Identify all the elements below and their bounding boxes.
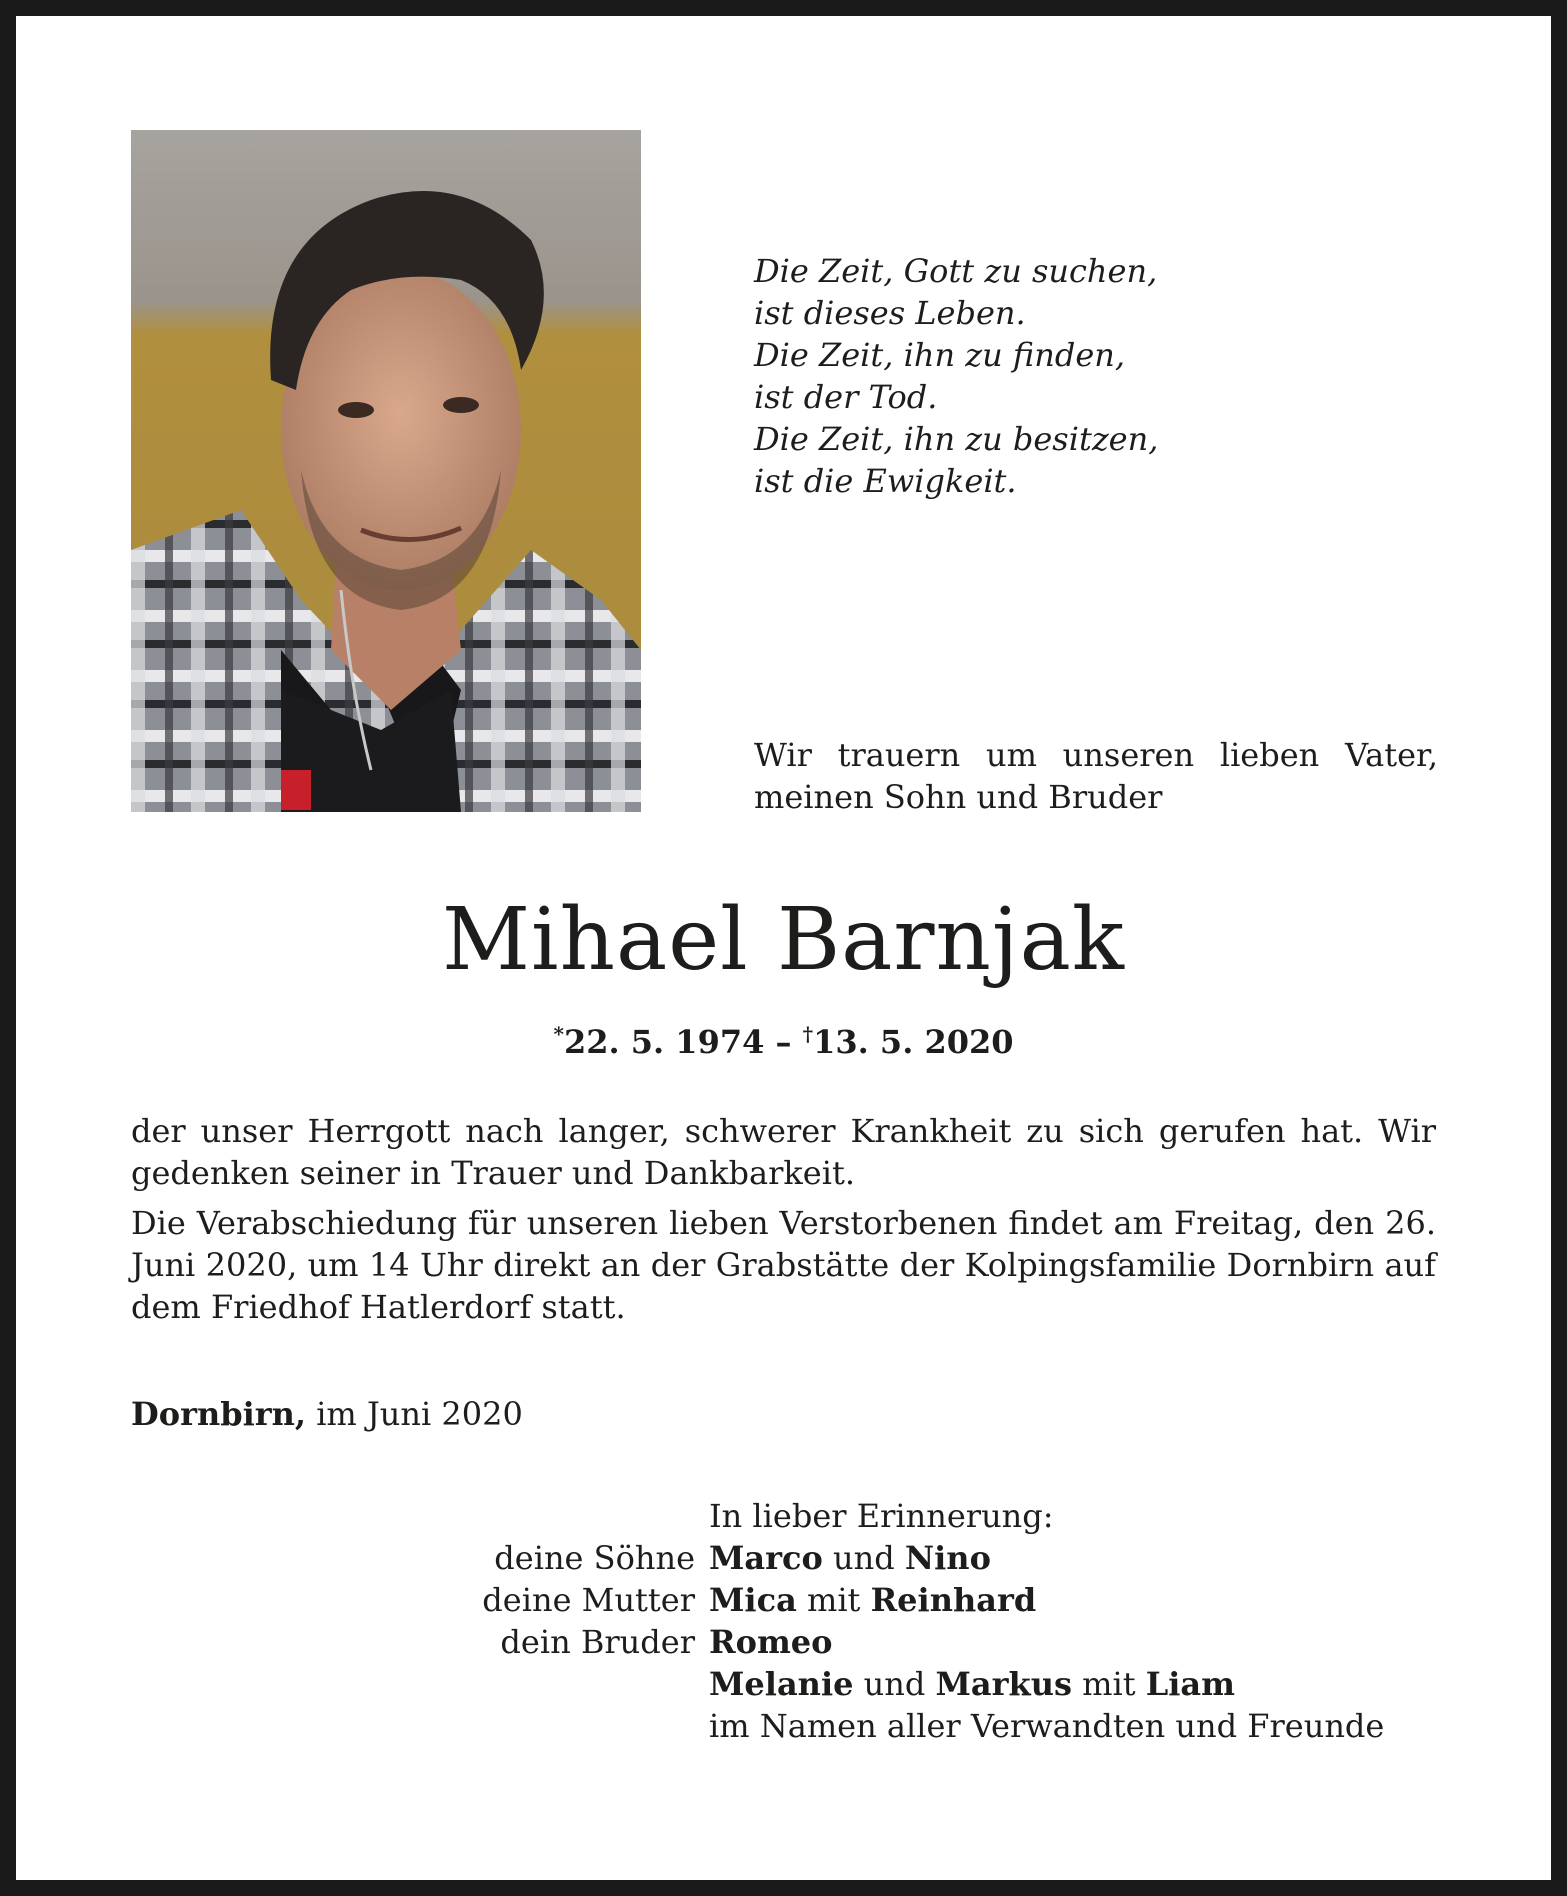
- signature-block: [380, 1495, 1480, 1747]
- death-symbol: †: [802, 1022, 814, 1046]
- mourner-name: Melanie: [709, 1665, 854, 1703]
- poem-line: ist die Ewigkeit.: [754, 462, 1017, 500]
- relation-label: dein Bruder: [500, 1623, 695, 1661]
- signature-row: [380, 1663, 1480, 1705]
- life-dates: [0, 1012, 1567, 1064]
- death-date: 13. 5. 2020: [813, 1023, 1014, 1061]
- place-date: [131, 1393, 931, 1435]
- deceased-name: Mihael Barnjak: [442, 890, 1125, 990]
- signature-closing-row: [380, 1705, 1480, 1747]
- birth-symbol: *: [553, 1022, 564, 1046]
- poem-line: ist dieses Leben.: [754, 294, 1026, 332]
- signature-row: [380, 1537, 1480, 1579]
- relation-label: deine Mutter: [482, 1581, 695, 1619]
- mourning-line-2: meinen Sohn und Bruder: [754, 778, 1163, 816]
- signature-heading: In lieber Erinnerung:: [709, 1497, 1054, 1535]
- portrait-photo: [131, 130, 641, 812]
- signature-row: [380, 1579, 1480, 1621]
- connector: und: [822, 1539, 905, 1577]
- poem-line: ist der Tod.: [754, 378, 938, 416]
- mourning-line-1: Wir trauern um unseren lieben Vater,: [754, 736, 1438, 774]
- connector: mit: [1071, 1665, 1146, 1703]
- poem-line: Die Zeit, ihn zu besitzen,: [754, 420, 1159, 458]
- connector: mit: [796, 1581, 871, 1619]
- date-separator: –: [764, 1023, 803, 1061]
- mourner-names: [709, 1663, 1235, 1705]
- relation-label: deine Söhne: [494, 1539, 695, 1577]
- body-paragraph-1: der unser Herrgott nach langer, schwerer Krankheit zu sich gerufen hat. Wir gedenken seiner in Trauer und Dankbarkeit.: [131, 1112, 1436, 1192]
- body-paragraph-2: Die Verabschiedung für unseren lieben Verstorbenen findet am Freitag, den 26. Juni 2020, um 14 Uhr direkt an der Grabstätte der Kolpingsfamilie Dornbirn auf dem Friedhof Hatlerdorf statt.: [131, 1204, 1436, 1326]
- signature-heading-row: [380, 1495, 1480, 1537]
- signature-row: [380, 1621, 1480, 1663]
- signature-closing: im Namen aller Verwandten und Freunde: [709, 1707, 1385, 1745]
- mourning-text: [754, 734, 1438, 818]
- mourner-names: [709, 1579, 1036, 1621]
- mourner-names: [709, 1537, 991, 1579]
- poem-line: Die Zeit, ihn zu finden,: [754, 336, 1126, 374]
- place: Dornbirn,: [131, 1395, 307, 1433]
- mourner-name: Mica: [709, 1581, 797, 1619]
- connector: und: [853, 1665, 936, 1703]
- date: im Juni 2020: [306, 1395, 523, 1433]
- mourner-name: Marco: [709, 1539, 823, 1577]
- notice-body: [131, 1110, 1436, 1336]
- poem: [754, 250, 1404, 502]
- relation-label: [380, 1663, 709, 1705]
- mourner-name: Nino: [904, 1539, 991, 1577]
- mourner-name: Markus: [935, 1665, 1072, 1703]
- mourner-name: Romeo: [709, 1623, 833, 1661]
- mourner-name: Liam: [1145, 1665, 1235, 1703]
- birth-date: 22. 5. 1974: [563, 1023, 765, 1061]
- mourner-names: [709, 1621, 833, 1663]
- poem-line: Die Zeit, Gott zu suchen,: [754, 252, 1158, 290]
- mourner-name: Reinhard: [870, 1581, 1037, 1619]
